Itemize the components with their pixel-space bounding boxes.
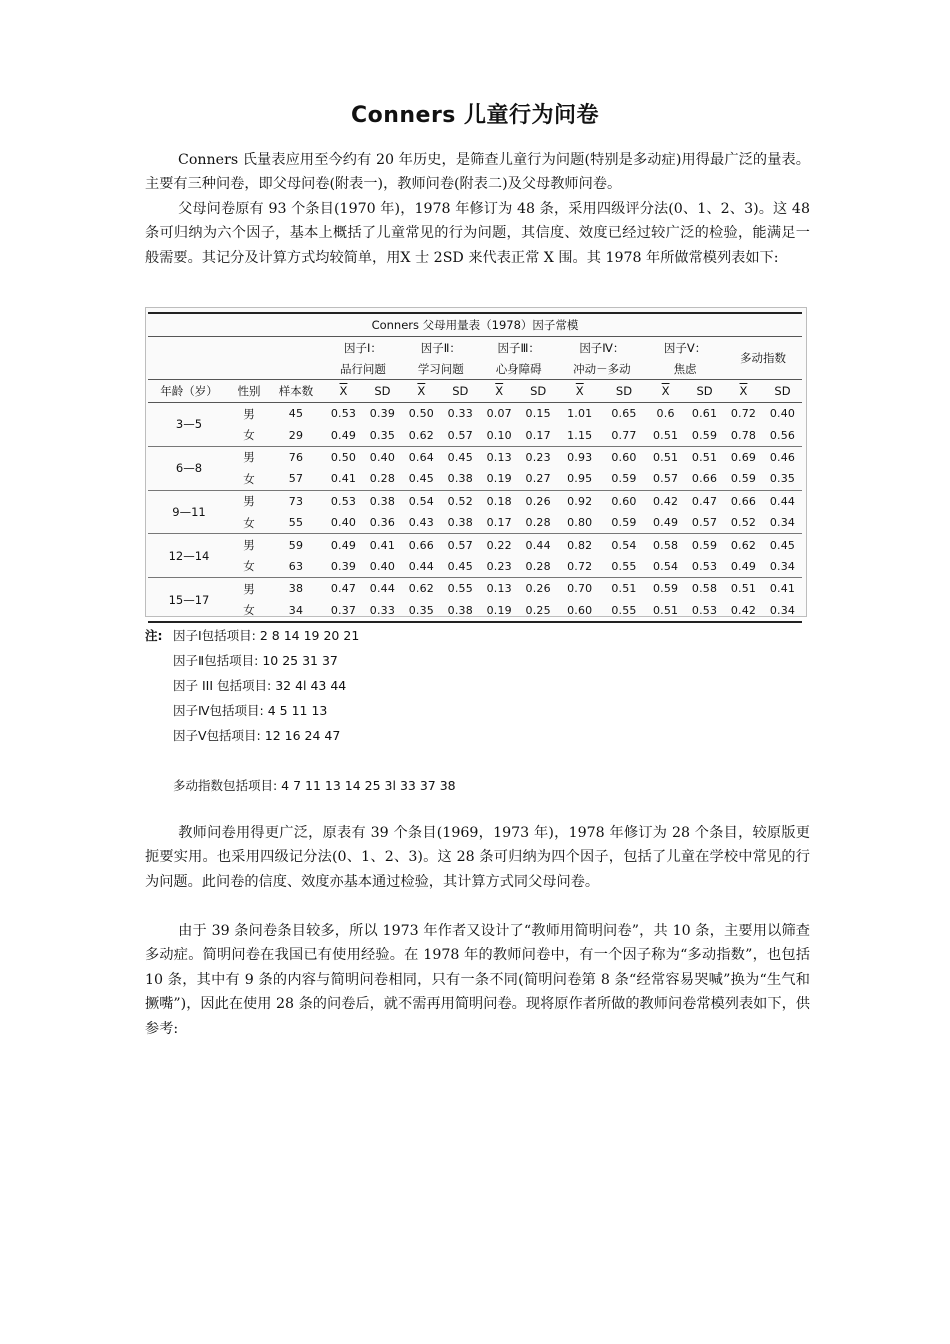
sd-cell: 0.28 [363,468,402,490]
norms-table-image [145,307,807,617]
mean-cell: 0.50 [330,450,357,464]
sex-cell: 男 [243,581,255,596]
mean-cell: 0.42 [652,494,679,508]
mean-cell: 0.54 [646,556,685,578]
sample-size-cell: 59 [288,538,304,552]
sample-size-column-header: 样本数 [268,380,324,403]
sd-cell: 0.66 [685,468,724,490]
sd-cell: 0.59 [691,538,718,552]
factor-5-header: 因子Ⅴ： [663,340,707,355]
mean-cell: 0.37 [324,600,363,622]
mean-cell: 0.23 [480,556,519,578]
note-factor-1: 因子Ⅰ包括项目: 2 8 14 19 20 21 [173,628,360,643]
sd-cell: 0.25 [519,600,558,622]
sd-cell: 0.44 [369,582,396,596]
sd-cell: 0.40 [769,407,796,421]
table-row [148,534,802,556]
sd-cell: 0.27 [519,468,558,490]
table-row [148,490,802,512]
mean-cell: 0.40 [324,512,363,534]
table-row [148,556,802,578]
table-row [148,403,802,425]
sex-cell: 男 [243,450,255,465]
mean-cell: 0.54 [408,494,434,508]
mean-cell: 0.57 [646,468,685,490]
sd-cell: 0.41 [769,582,796,596]
mean-cell: 0.51 [646,600,685,622]
sd-cell: 0.26 [525,582,551,596]
mean-cell: 0.93 [567,450,593,464]
sd-cell: 0.38 [441,600,480,622]
mean-cell: 0.39 [324,556,363,578]
note-factor-2: 因子Ⅱ包括项目: 10 25 31 37 [173,653,338,668]
mean-cell: 0.80 [558,512,602,534]
sd-cell: 0.34 [763,600,802,622]
parent-questionnaire-text: 父母问卷原有 93 个条目(1970 年)，1978 年修订为 48 条，采用四级评分法(0、1、2、3)。这 48 条可归纳为六个因子，基本上概括了儿童常见的行为问题，其信度、效度已经过较广泛的检验，能满足一般需要。其记分及计算方式均较简单，用X 士 2SD 来代表正常 X 围。其 1978 年所做常模列表如下: [145,201,810,266]
parent-questionnaire-paragraph [145,197,810,270]
mean-cell: 0.64 [408,450,434,464]
sample-size-cell: 29 [268,424,324,446]
sd-column-header: SD [519,380,558,403]
sd-cell: 0.35 [363,424,402,446]
age-group-cell: 3—5 [148,403,230,447]
sd-column-header: SD [602,380,646,403]
mean-cell: 0.44 [402,556,441,578]
factor-3-header: 因子Ⅲ： [497,340,540,355]
sex-column-header: 性别 [230,380,268,403]
mean-cell: 0.45 [402,468,441,490]
teacher-questionnaire-text: 教师问卷用得更广泛，原表有 39 个条目(1969，1973 年)，1978 年修订为 28 个条目，较原版更扼要实用。也采用四级记分法(0、1、2、3)。这 28 条可归纳为四个因子，包括了儿童在学校中常见的行为问题。此问卷的信度、效度亦基本通过检验，其计算方式同父母问卷。 [145,825,810,890]
factor-2-subheader: 学习问题 [417,361,464,376]
note-factor-5: 因子Ⅴ包括项目: 12 16 24 47 [173,728,341,743]
mean-column-header: $\overline{X}$ [724,380,763,403]
notes-label: 注: [145,628,163,643]
factor-4-subheader: 冲动－多动 [573,361,631,376]
sd-cell: 0.55 [447,582,473,596]
brief-questionnaire-text: 由于 39 条问卷条目较多，所以 1973 年作者又设计了“教师用简明问卷”，共 10 条，主要用以筛查多动症。简明问卷在我国已有使用经验。在 1978 年的教师问卷中，有一个因子称为“多动指数”，也包括 10 条，其中有 9 条的内容与简明问卷相同，只有一条不同(简明问卷第 8 条“经常容易哭喊”换为“生气和撅嘴”)，因此在使用 28 条的问卷后，就不需再用简明问卷。现将原作者所做的教师问卷常模列表如下，供参考: [145,923,810,1037]
mean-column-header: $\overline{X}$ [646,380,685,403]
note-factor-4: 因子Ⅳ包括项目: 4 5 11 13 [173,703,328,718]
sd-column-header: SD [363,380,402,403]
mean-cell: 0.62 [408,582,434,596]
mean-cell: 0.17 [480,512,519,534]
sample-size-cell: 45 [288,407,304,421]
sd-cell: 0.44 [769,494,796,508]
mean-cell: 0.49 [724,556,763,578]
mean-column-header: $\overline{X}$ [324,380,363,403]
sd-cell: 0.36 [363,512,402,534]
mean-cell: 0.19 [480,600,519,622]
mean-column-header: $\overline{X}$ [402,380,441,403]
mean-cell: 1.01 [567,407,593,421]
mean-cell: 0.41 [324,468,363,490]
intro-paragraph-text: Conners 氏量表应用至今约有 20 年历史，是筛查儿童行为问题(特别是多动症)用得最广泛的量表。主要有三种问卷，即父母问卷(附表一)，教师问卷(附表二)及父母教师问卷。 [145,152,810,193]
sd-cell: 0.57 [441,424,480,446]
sd-column-header: SD [441,380,480,403]
note-hyperactivity-index: 多动指数包括项目: 4 7 11 13 14 25 3l 33 37 38 [173,778,456,793]
sample-size-cell: 76 [288,450,304,464]
sd-cell: 0.61 [691,407,718,421]
sd-cell: 0.28 [519,512,558,534]
mean-cell: 0.95 [558,468,602,490]
sex-cell: 女 [230,512,268,534]
mean-cell: 0.43 [402,512,441,534]
sd-cell: 0.33 [447,407,473,421]
sd-cell: 0.57 [447,538,473,552]
table-row [148,512,802,534]
sd-cell: 0.35 [763,468,802,490]
mean-cell: 0.49 [330,538,357,552]
sd-cell: 0.51 [691,450,718,464]
sd-cell: 0.44 [525,538,551,552]
mean-column-header: $\overline{X}$ [480,380,519,403]
sample-size-cell: 38 [288,582,304,596]
sample-size-cell: 63 [268,556,324,578]
sd-cell: 0.28 [519,556,558,578]
age-group-cell: 9—11 [148,490,230,534]
sd-cell: 0.52 [447,494,473,508]
mean-cell: 0.72 [730,407,757,421]
sample-size-cell: 73 [288,494,304,508]
sd-cell: 0.59 [602,512,646,534]
mean-cell: 0.42 [724,600,763,622]
sex-cell: 女 [230,424,268,446]
sd-cell: 0.40 [363,556,402,578]
factor-4-header: 因子Ⅳ： [579,340,625,355]
sd-column-header: SD [685,380,724,403]
sex-cell: 女 [230,468,268,490]
sd-cell: 0.17 [519,424,558,446]
factor-2-header: 因子Ⅱ： [420,340,461,355]
mean-cell: 0.69 [730,450,757,464]
mean-cell: 0.60 [558,600,602,622]
factor-3-subheader: 心身障碍 [495,361,542,376]
sd-cell: 0.55 [602,600,646,622]
sd-cell: 0.46 [769,450,796,464]
sd-column-header: SD [763,380,802,403]
mean-cell: 0.19 [480,468,519,490]
sd-cell: 0.59 [602,468,646,490]
factor-1-subheader: 品行问题 [339,361,386,376]
age-group-cell: 15—17 [148,578,230,622]
mean-cell: 0.52 [724,512,763,534]
mean-cell: 0.35 [402,600,441,622]
sd-cell: 0.33 [363,600,402,622]
sample-size-cell: 34 [268,600,324,622]
sd-cell: 0.40 [369,450,396,464]
mean-cell: 0.49 [646,512,685,534]
mean-cell: 0.07 [486,407,512,421]
mean-cell: 0.22 [486,538,512,552]
sd-cell: 0.58 [691,582,718,596]
mean-cell: 0.10 [480,424,519,446]
mean-cell: 0.82 [567,538,593,552]
mean-cell: 0.58 [652,538,679,552]
teacher-questionnaire-paragraph [145,821,810,894]
mean-cell: 0.51 [646,424,685,446]
sd-cell: 0.65 [611,407,637,421]
note-factor-3: 因子 III 包括项目: 32 4l 43 44 [173,678,347,693]
parent-norms-table [148,312,802,623]
sd-cell: 0.51 [611,582,637,596]
table-row [148,600,802,622]
mean-cell: 0.51 [730,582,757,596]
table-row [148,424,802,446]
mean-cell: 0.59 [724,468,763,490]
mean-cell: 0.72 [558,556,602,578]
mean-cell: 0.49 [324,424,363,446]
sd-cell: 0.54 [611,538,637,552]
sex-cell: 男 [243,494,255,509]
sd-cell: 0.45 [447,450,473,464]
mean-cell: 0.62 [402,424,441,446]
sd-cell: 0.38 [441,512,480,534]
factor-5-subheader: 焦虑 [673,361,697,376]
table-caption: Conners 父母用量表（1978）因子常模 [148,313,802,337]
sample-size-cell: 55 [268,512,324,534]
age-column-header: 年龄（岁） [148,380,230,403]
mean-cell: 0.66 [730,494,757,508]
table-row [148,578,802,600]
mean-cell: 0.62 [730,538,757,552]
sd-cell: 0.53 [685,600,724,622]
mean-cell: 0.51 [652,450,679,464]
sd-cell: 0.23 [525,450,551,464]
sd-cell: 0.53 [685,556,724,578]
hyperactivity-index-header: 多动指数 [740,351,786,365]
sd-cell: 0.38 [369,494,396,508]
sd-cell: 0.41 [369,538,396,552]
sd-cell: 0.45 [441,556,480,578]
sd-cell: 0.60 [611,450,637,464]
factor-1-header: 因子Ⅰ： [343,340,382,355]
sample-size-cell: 57 [268,468,324,490]
sex-cell: 男 [243,538,255,553]
sd-cell: 0.56 [763,424,802,446]
mean-cell: 0.53 [330,407,357,421]
sd-cell: 0.45 [769,538,796,552]
mean-cell: 0.92 [567,494,593,508]
sd-cell: 0.26 [525,494,551,508]
table-row [148,446,802,468]
sd-cell: 0.39 [369,407,396,421]
mean-cell: 0.66 [408,538,434,552]
mean-column-header: $\overline{X}$ [558,380,602,403]
mean-cell: 0.13 [486,582,512,596]
intro-paragraph [145,148,810,197]
sd-cell: 0.60 [611,494,637,508]
mean-cell: 0.6 [656,407,675,421]
table-row [148,468,802,490]
mean-cell: 0.70 [567,582,593,596]
mean-cell: 0.59 [652,582,679,596]
sd-cell: 0.77 [602,424,646,446]
sd-cell: 0.15 [525,407,551,421]
mean-cell: 0.18 [486,494,512,508]
sex-cell: 女 [230,600,268,622]
sex-cell: 女 [230,556,268,578]
mean-cell: 0.53 [330,494,357,508]
sd-cell: 0.59 [685,424,724,446]
sd-cell: 0.38 [441,468,480,490]
mean-cell: 0.13 [486,450,512,464]
page-title: Conners 儿童行为问卷 [350,103,600,128]
mean-cell: 0.78 [724,424,763,446]
sd-cell: 0.57 [685,512,724,534]
age-group-cell: 6—8 [148,446,230,490]
sd-cell: 0.47 [691,494,718,508]
mean-cell: 1.15 [558,424,602,446]
sd-cell: 0.55 [602,556,646,578]
sex-cell: 男 [243,406,255,421]
mean-cell: 0.47 [330,582,357,596]
age-group-cell: 12—14 [148,534,230,578]
mean-cell: 0.50 [408,407,434,421]
brief-questionnaire-paragraph [145,919,810,1041]
sd-cell: 0.34 [763,556,802,578]
sd-cell: 0.34 [763,512,802,534]
